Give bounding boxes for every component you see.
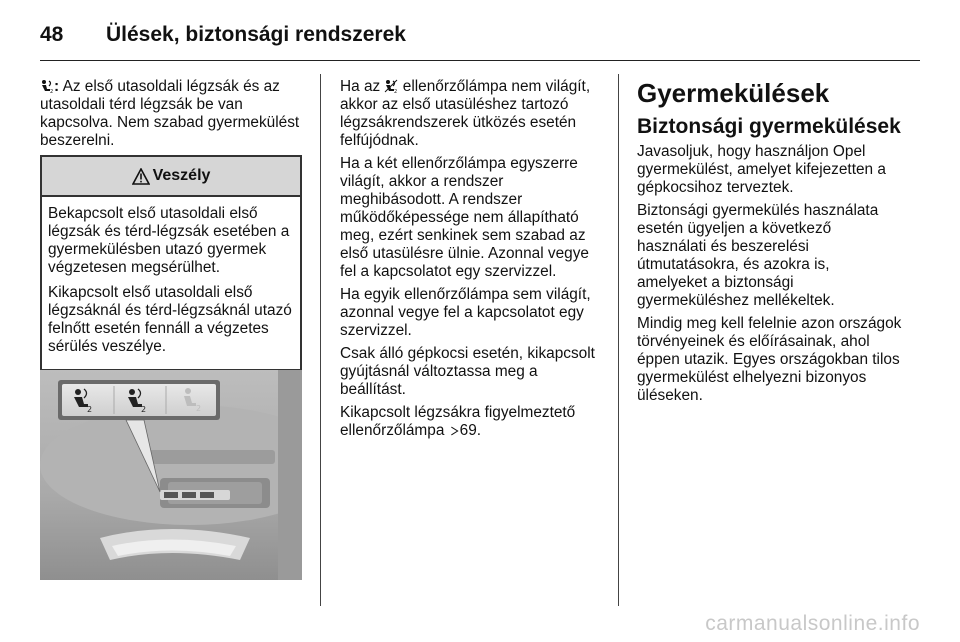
column-2: [340, 78, 602, 445]
svg-text:2: 2: [141, 405, 147, 414]
column-1: [40, 78, 302, 371]
header-rule: [40, 60, 920, 61]
column-divider: [320, 74, 321, 606]
watermark: carmanualsonline.info: [705, 612, 920, 635]
svg-text:2: 2: [196, 404, 202, 413]
warning-triangle-icon: [132, 168, 150, 185]
column3-paragraph: Mindig meg kell felelnie azon országok törvényeinek és előírásainak, ahol éppen utazik. Egyes országokban tilos gyermekülést elhelyezni bizonyos üléseken.: [637, 315, 902, 404]
page-number: 48: [40, 23, 64, 46]
section-title: Gyermekülések: [637, 78, 830, 108]
svg-text:2: 2: [394, 89, 398, 93]
p5-text: Kikapcsolt légzsákra figyelmeztető ellenőrzőlámpa: [340, 404, 576, 439]
column2-paragraph: Csak álló gépkocsi esetén, kikapcsolt gyújtásnál változtassa meg a beállítást.: [340, 345, 595, 398]
column2-paragraph: [340, 78, 602, 150]
p1-before-text: Ha az: [340, 78, 385, 95]
page-reference-link[interactable]: 69.: [459, 422, 482, 439]
danger-paragraph: Kikapcsolt első utasoldali első légzsáknál és térd-légzsáknál utazó felnőtt esetén fennáll a végzetes sérülés veszélye.: [48, 284, 292, 355]
airbag-on-icon: [40, 79, 54, 93]
column2-paragraph: Ha a két ellenőrzőlámpa egyszerre világít, akkor a rendszer meghibásodott. A rendszer működőképessége nem állapítható meg, ezért senkinek sem szabad az első utasülésre ülnie. Azonnal vegye fel a kapcsolatot egy szervizzel.: [340, 155, 589, 280]
overhead-console-photo: [40, 370, 302, 580]
svg-text:2: 2: [50, 89, 54, 93]
subsection-title: Biztonsági gyermekülések: [637, 115, 901, 138]
page-header: [40, 18, 406, 52]
danger-paragraph: Bekapcsolt első utasoldali első légzsák és térd-légzsák esetében a gyermekülésben utazó gyermek végzetesen megsérülhet.: [48, 205, 290, 276]
airbag-on-text: Az első utasoldali légzsák és az utasoldali térd légzsák be van kapcsolva. Nem szabad gyermekülést beszerelni.: [40, 78, 300, 149]
p1-after-text: ellenőrzőlámpa nem világít, akkor az első utasüléshez tartozó légzsákrendszerek ütközés esetén felfújódnak.: [340, 78, 591, 149]
column2-paragraph: [340, 404, 602, 440]
column3-paragraph: Javasoljuk, hogy használjon Opel gyermekülést, amelyet kifejezetten a gépkocsihoz terveztek.: [637, 143, 886, 196]
airbag-on-colon: :: [54, 78, 60, 95]
column-divider: [618, 74, 619, 606]
column2-paragraph: Ha egyik ellenőrzőlámpa sem világít, azonnal vegye fel a kapcsolatot egy szervizzel.: [340, 286, 591, 339]
column3-paragraph: Biztonsági gyermekülés használata esetén ügyeljen a következő használati és beszerelési útmutatásokra, és azokra is, amelyeket a biztonsági gyermeküléshez mellékeltek.: [637, 202, 879, 309]
chapter-title: Ülések, biztonsági rendszerek: [106, 23, 406, 46]
column-3: [637, 78, 903, 410]
overhead-console-illustration: [40, 370, 302, 580]
danger-title: Veszély: [152, 167, 211, 184]
airbag-on-paragraph: [40, 78, 302, 150]
svg-text:2: 2: [87, 405, 93, 414]
danger-header: [42, 157, 300, 197]
danger-body: [42, 197, 300, 369]
page-reference-icon: [449, 425, 460, 437]
airbag-off-icon: [384, 79, 398, 93]
danger-box: [40, 155, 302, 371]
